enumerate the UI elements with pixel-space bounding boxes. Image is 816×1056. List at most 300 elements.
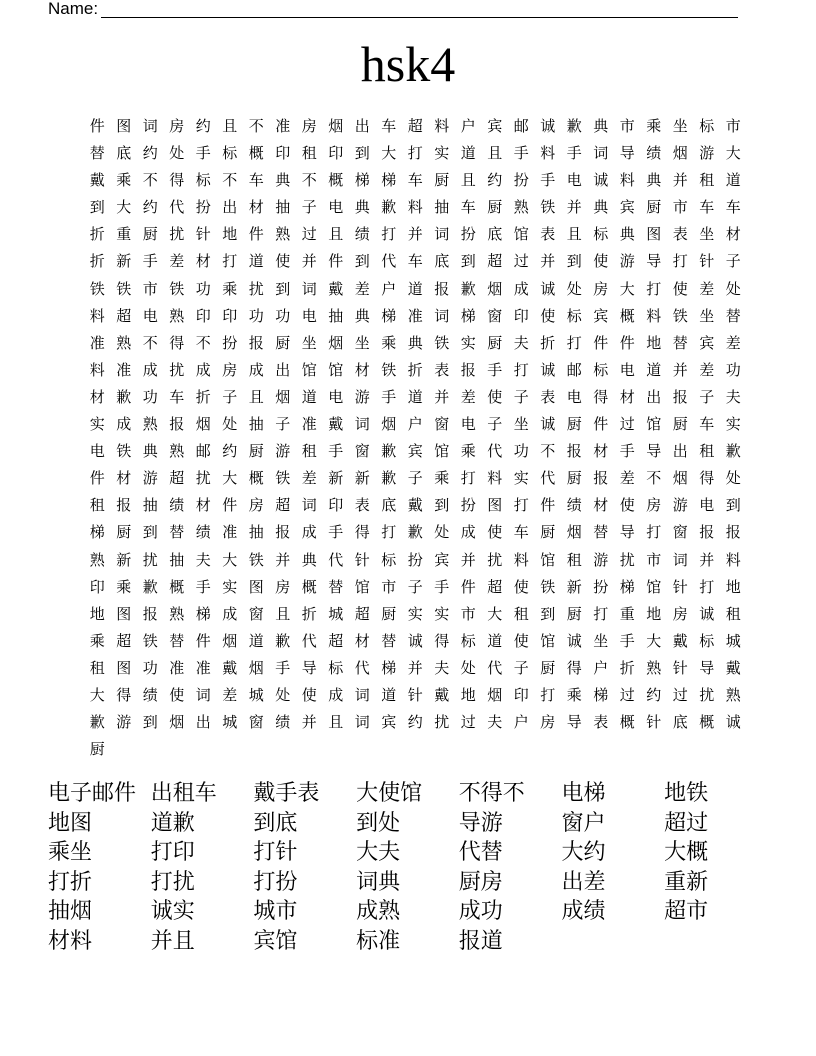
grid-cell[interactable]: 地 bbox=[89, 604, 105, 623]
grid-cell[interactable]: 件 bbox=[89, 469, 105, 488]
grid-cell[interactable]: 件 bbox=[89, 117, 105, 135]
grid-cell[interactable]: 扰 bbox=[169, 225, 185, 244]
grid-cell[interactable]: 打 bbox=[407, 144, 423, 163]
grid-cell[interactable]: 歉 bbox=[460, 279, 476, 298]
grid-cell[interactable]: 市 bbox=[672, 198, 688, 217]
grid-cell[interactable]: 厨 bbox=[566, 469, 582, 488]
grid-cell[interactable]: 扮 bbox=[195, 198, 211, 217]
grid-cell[interactable]: 梯 bbox=[354, 171, 370, 190]
grid-cell[interactable]: 窗 bbox=[248, 713, 264, 732]
grid-cell[interactable]: 窗 bbox=[248, 604, 264, 623]
grid-cell[interactable]: 底 bbox=[672, 713, 688, 732]
grid-cell[interactable]: 新 bbox=[566, 577, 582, 596]
grid-cell[interactable]: 不 bbox=[248, 117, 264, 135]
grid-cell[interactable]: 导 bbox=[646, 252, 662, 271]
grid-cell[interactable]: 绩 bbox=[566, 496, 582, 515]
grid-cell[interactable]: 约 bbox=[195, 117, 211, 135]
grid-cell[interactable]: 超 bbox=[407, 117, 423, 135]
grid-cell[interactable]: 出 bbox=[195, 713, 211, 732]
grid-cell[interactable]: 宾 bbox=[487, 117, 503, 135]
grid-cell[interactable]: 烟 bbox=[275, 387, 291, 406]
grid-cell[interactable]: 诚 bbox=[699, 604, 715, 623]
grid-cell[interactable]: 成 bbox=[195, 360, 211, 379]
grid-cell[interactable]: 报 bbox=[593, 469, 609, 488]
grid-cell[interactable]: 导 bbox=[699, 658, 715, 677]
grid-cell[interactable]: 得 bbox=[169, 333, 185, 352]
grid-cell[interactable]: 铁 bbox=[142, 631, 158, 650]
grid-cell[interactable]: 打 bbox=[381, 523, 397, 542]
grid-cell[interactable]: 成 bbox=[301, 523, 317, 542]
grid-cell[interactable]: 打 bbox=[646, 279, 662, 298]
grid-cell[interactable]: 大 bbox=[725, 144, 741, 163]
grid-cell[interactable]: 乘 bbox=[460, 442, 476, 461]
grid-cell[interactable]: 绩 bbox=[169, 496, 185, 515]
grid-cell[interactable]: 打 bbox=[513, 360, 529, 379]
grid-cell[interactable]: 歉 bbox=[381, 198, 397, 217]
grid-cell[interactable]: 过 bbox=[672, 685, 688, 704]
grid-cell[interactable]: 超 bbox=[487, 577, 503, 596]
grid-cell[interactable]: 游 bbox=[699, 144, 715, 163]
grid-cell[interactable]: 歉 bbox=[566, 117, 582, 135]
grid-cell[interactable]: 坐 bbox=[699, 306, 715, 325]
grid-cell[interactable]: 梯 bbox=[381, 171, 397, 190]
grid-cell[interactable]: 使 bbox=[593, 252, 609, 271]
grid-cell[interactable]: 成 bbox=[513, 279, 529, 298]
grid-cell[interactable]: 烟 bbox=[195, 415, 211, 434]
grid-cell[interactable]: 梯 bbox=[381, 658, 397, 677]
grid-cell[interactable]: 厨 bbox=[275, 333, 291, 352]
grid-cell[interactable]: 扮 bbox=[460, 225, 476, 244]
grid-cell[interactable]: 到 bbox=[434, 496, 450, 515]
grid-cell[interactable]: 熟 bbox=[142, 415, 158, 434]
grid-cell[interactable]: 不 bbox=[142, 171, 158, 190]
grid-cell[interactable]: 实 bbox=[222, 577, 238, 596]
grid-cell[interactable]: 熟 bbox=[169, 442, 185, 461]
grid-cell[interactable]: 报 bbox=[142, 604, 158, 623]
grid-cell[interactable]: 材 bbox=[619, 387, 635, 406]
grid-cell[interactable]: 铁 bbox=[540, 577, 556, 596]
grid-cell[interactable]: 打 bbox=[513, 496, 529, 515]
grid-cell[interactable]: 坐 bbox=[354, 333, 370, 352]
grid-cell[interactable]: 手 bbox=[619, 442, 635, 461]
name-field[interactable] bbox=[48, 0, 738, 18]
grid-cell[interactable]: 超 bbox=[328, 631, 344, 650]
grid-cell[interactable]: 成 bbox=[248, 360, 264, 379]
grid-cell[interactable]: 车 bbox=[407, 171, 423, 190]
grid-cell[interactable]: 并 bbox=[301, 713, 317, 732]
grid-cell[interactable]: 烟 bbox=[248, 658, 264, 677]
grid-cell[interactable]: 图 bbox=[248, 577, 264, 596]
grid-cell[interactable]: 过 bbox=[513, 252, 529, 271]
grid-cell[interactable]: 超 bbox=[275, 496, 291, 515]
grid-cell[interactable]: 表 bbox=[593, 713, 609, 732]
grid-cell[interactable]: 件 bbox=[195, 631, 211, 650]
grid-cell[interactable]: 针 bbox=[672, 658, 688, 677]
grid-cell[interactable]: 差 bbox=[222, 685, 238, 704]
grid-cell[interactable]: 宾 bbox=[381, 713, 397, 732]
grid-cell[interactable]: 手 bbox=[381, 387, 397, 406]
grid-cell[interactable]: 折 bbox=[619, 658, 635, 677]
grid-cell[interactable]: 替 bbox=[169, 523, 185, 542]
grid-cell[interactable]: 夫 bbox=[195, 550, 211, 569]
grid-cell[interactable]: 典 bbox=[407, 333, 423, 352]
grid-cell[interactable]: 打 bbox=[222, 252, 238, 271]
grid-cell[interactable]: 子 bbox=[407, 469, 423, 488]
grid-cell[interactable]: 过 bbox=[619, 415, 635, 434]
grid-cell[interactable]: 词 bbox=[142, 117, 158, 135]
grid-cell[interactable]: 概 bbox=[301, 577, 317, 596]
grid-cell[interactable]: 房 bbox=[540, 713, 556, 732]
grid-cell[interactable]: 熟 bbox=[646, 658, 662, 677]
grid-cell[interactable]: 车 bbox=[460, 198, 476, 217]
grid-cell[interactable]: 铁 bbox=[169, 279, 185, 298]
grid-cell[interactable]: 使 bbox=[513, 577, 529, 596]
grid-cell[interactable]: 典 bbox=[646, 171, 662, 190]
grid-cell[interactable]: 并 bbox=[407, 658, 423, 677]
grid-cell[interactable]: 烟 bbox=[169, 713, 185, 732]
grid-cell[interactable]: 宾 bbox=[434, 550, 450, 569]
grid-cell[interactable]: 件 bbox=[222, 496, 238, 515]
grid-cell[interactable]: 梯 bbox=[381, 306, 397, 325]
grid-cell[interactable]: 图 bbox=[116, 117, 132, 135]
grid-cell[interactable]: 印 bbox=[195, 306, 211, 325]
grid-cell[interactable]: 道 bbox=[301, 387, 317, 406]
grid-cell[interactable]: 抽 bbox=[169, 550, 185, 569]
grid-cell[interactable]: 材 bbox=[354, 360, 370, 379]
grid-cell[interactable]: 扰 bbox=[169, 360, 185, 379]
grid-cell[interactable]: 戴 bbox=[222, 658, 238, 677]
grid-cell[interactable]: 诚 bbox=[725, 713, 741, 732]
grid-cell[interactable]: 租 bbox=[301, 442, 317, 461]
grid-cell[interactable]: 厨 bbox=[248, 442, 264, 461]
grid-cell[interactable]: 表 bbox=[672, 225, 688, 244]
grid-cell[interactable]: 大 bbox=[89, 685, 105, 704]
grid-cell[interactable]: 差 bbox=[619, 469, 635, 488]
grid-cell[interactable]: 游 bbox=[142, 469, 158, 488]
grid-cell[interactable]: 底 bbox=[116, 144, 132, 163]
grid-cell[interactable]: 户 bbox=[460, 117, 476, 135]
grid-cell[interactable]: 成 bbox=[116, 415, 132, 434]
grid-cell[interactable]: 馆 bbox=[434, 442, 450, 461]
grid-cell[interactable]: 过 bbox=[301, 225, 317, 244]
grid-cell[interactable]: 地 bbox=[646, 604, 662, 623]
grid-cell[interactable]: 代 bbox=[169, 198, 185, 217]
grid-cell[interactable]: 歉 bbox=[407, 523, 423, 542]
grid-cell[interactable]: 戴 bbox=[328, 415, 344, 434]
grid-cell[interactable]: 图 bbox=[116, 604, 132, 623]
grid-cell[interactable]: 出 bbox=[646, 387, 662, 406]
grid-cell[interactable]: 处 bbox=[725, 279, 741, 298]
grid-cell[interactable]: 窗 bbox=[434, 415, 450, 434]
grid-cell[interactable]: 准 bbox=[407, 306, 423, 325]
grid-cell[interactable]: 针 bbox=[407, 685, 423, 704]
grid-cell[interactable]: 表 bbox=[434, 360, 450, 379]
grid-cell[interactable]: 歉 bbox=[116, 387, 132, 406]
grid-cell[interactable]: 底 bbox=[381, 496, 397, 515]
grid-cell[interactable]: 馆 bbox=[646, 577, 662, 596]
grid-cell[interactable]: 约 bbox=[407, 713, 423, 732]
grid-cell[interactable]: 使 bbox=[487, 523, 503, 542]
grid-cell[interactable]: 租 bbox=[89, 658, 105, 677]
grid-cell[interactable]: 戴 bbox=[434, 685, 450, 704]
grid-cell[interactable]: 车 bbox=[248, 171, 264, 190]
grid-cell[interactable]: 坐 bbox=[513, 415, 529, 434]
grid-cell[interactable]: 超 bbox=[354, 604, 370, 623]
grid-cell[interactable]: 并 bbox=[672, 171, 688, 190]
grid-cell[interactable]: 梯 bbox=[619, 577, 635, 596]
grid-cell[interactable]: 熟 bbox=[169, 306, 185, 325]
grid-cell[interactable]: 且 bbox=[328, 713, 344, 732]
grid-cell[interactable]: 处 bbox=[434, 523, 450, 542]
grid-cell[interactable]: 扰 bbox=[619, 550, 635, 569]
grid-cell[interactable]: 车 bbox=[513, 523, 529, 542]
grid-cell[interactable]: 绩 bbox=[646, 144, 662, 163]
grid-cell[interactable]: 超 bbox=[116, 631, 132, 650]
grid-cell[interactable]: 梯 bbox=[460, 306, 476, 325]
grid-cell[interactable]: 戴 bbox=[725, 658, 741, 677]
grid-cell[interactable]: 电 bbox=[460, 415, 476, 434]
grid-cell[interactable]: 差 bbox=[301, 469, 317, 488]
grid-cell[interactable]: 成 bbox=[142, 360, 158, 379]
grid-cell[interactable]: 底 bbox=[487, 225, 503, 244]
grid-cell[interactable]: 车 bbox=[407, 252, 423, 271]
grid-cell[interactable]: 印 bbox=[275, 144, 291, 163]
grid-cell[interactable]: 坐 bbox=[672, 117, 688, 135]
grid-cell[interactable]: 料 bbox=[434, 117, 450, 135]
grid-cell[interactable]: 宾 bbox=[407, 442, 423, 461]
grid-cell[interactable]: 差 bbox=[699, 279, 715, 298]
grid-cell[interactable]: 约 bbox=[142, 198, 158, 217]
grid-cell[interactable]: 并 bbox=[672, 360, 688, 379]
grid-cell[interactable]: 熟 bbox=[725, 685, 741, 704]
grid-cell[interactable]: 道 bbox=[407, 387, 423, 406]
grid-cell[interactable]: 乘 bbox=[646, 117, 662, 135]
grid-cell[interactable]: 导 bbox=[301, 658, 317, 677]
grid-cell[interactable]: 得 bbox=[593, 387, 609, 406]
grid-cell[interactable]: 到 bbox=[460, 252, 476, 271]
grid-cell[interactable]: 料 bbox=[513, 550, 529, 569]
grid-cell[interactable]: 子 bbox=[407, 577, 423, 596]
grid-cell[interactable]: 铁 bbox=[381, 360, 397, 379]
grid-cell[interactable]: 手 bbox=[195, 577, 211, 596]
grid-cell[interactable]: 且 bbox=[222, 117, 238, 135]
grid-cell[interactable]: 手 bbox=[328, 442, 344, 461]
grid-cell[interactable]: 游 bbox=[672, 496, 688, 515]
grid-cell[interactable]: 词 bbox=[354, 713, 370, 732]
grid-cell[interactable]: 铁 bbox=[434, 333, 450, 352]
grid-cell[interactable]: 重 bbox=[116, 225, 132, 244]
grid-cell[interactable]: 馆 bbox=[328, 360, 344, 379]
grid-cell[interactable]: 准 bbox=[169, 658, 185, 677]
grid-cell[interactable]: 出 bbox=[672, 442, 688, 461]
grid-cell[interactable]: 印 bbox=[513, 685, 529, 704]
grid-cell[interactable]: 标 bbox=[328, 658, 344, 677]
grid-cell[interactable]: 报 bbox=[566, 442, 582, 461]
grid-cell[interactable]: 城 bbox=[328, 604, 344, 623]
grid-cell[interactable]: 租 bbox=[725, 604, 741, 623]
grid-cell[interactable]: 手 bbox=[275, 658, 291, 677]
grid-cell[interactable]: 过 bbox=[619, 685, 635, 704]
grid-cell[interactable]: 折 bbox=[195, 387, 211, 406]
grid-cell[interactable]: 市 bbox=[646, 550, 662, 569]
grid-cell[interactable]: 铁 bbox=[672, 306, 688, 325]
grid-cell[interactable]: 材 bbox=[248, 198, 264, 217]
grid-cell[interactable]: 烟 bbox=[328, 117, 344, 135]
grid-cell[interactable]: 绩 bbox=[354, 225, 370, 244]
grid-cell[interactable]: 折 bbox=[540, 333, 556, 352]
grid-cell[interactable]: 替 bbox=[593, 523, 609, 542]
grid-cell[interactable]: 典 bbox=[354, 198, 370, 217]
grid-cell[interactable]: 抽 bbox=[142, 496, 158, 515]
grid-cell[interactable]: 并 bbox=[699, 550, 715, 569]
grid-cell[interactable]: 词 bbox=[672, 550, 688, 569]
grid-cell[interactable]: 材 bbox=[354, 631, 370, 650]
grid-cell[interactable]: 邮 bbox=[195, 442, 211, 461]
grid-cell[interactable]: 到 bbox=[540, 604, 556, 623]
grid-cell[interactable]: 导 bbox=[566, 713, 582, 732]
grid-cell[interactable]: 标 bbox=[222, 144, 238, 163]
grid-cell[interactable]: 报 bbox=[275, 523, 291, 542]
grid-cell[interactable]: 梯 bbox=[593, 685, 609, 704]
grid-cell[interactable]: 厨 bbox=[566, 415, 582, 434]
grid-cell[interactable]: 词 bbox=[301, 496, 317, 515]
grid-cell[interactable]: 歉 bbox=[142, 577, 158, 596]
grid-cell[interactable]: 实 bbox=[725, 415, 741, 434]
grid-cell[interactable]: 导 bbox=[646, 442, 662, 461]
grid-cell[interactable]: 且 bbox=[487, 144, 503, 163]
grid-cell[interactable]: 乘 bbox=[566, 685, 582, 704]
grid-cell[interactable]: 电 bbox=[619, 360, 635, 379]
grid-cell[interactable]: 准 bbox=[275, 117, 291, 135]
grid-cell[interactable]: 替 bbox=[672, 333, 688, 352]
grid-cell[interactable]: 新 bbox=[328, 469, 344, 488]
grid-cell[interactable]: 功 bbox=[275, 306, 291, 325]
grid-cell[interactable]: 大 bbox=[646, 631, 662, 650]
grid-cell[interactable]: 铁 bbox=[275, 469, 291, 488]
grid-cell[interactable]: 诚 bbox=[593, 171, 609, 190]
grid-cell[interactable]: 户 bbox=[381, 279, 397, 298]
grid-cell[interactable]: 市 bbox=[460, 604, 476, 623]
grid-cell[interactable]: 房 bbox=[672, 604, 688, 623]
grid-cell[interactable]: 概 bbox=[328, 171, 344, 190]
grid-cell[interactable]: 功 bbox=[725, 360, 741, 379]
grid-cell[interactable]: 铁 bbox=[89, 279, 105, 298]
grid-cell[interactable]: 烟 bbox=[222, 631, 238, 650]
grid-cell[interactable]: 印 bbox=[89, 577, 105, 596]
grid-cell[interactable]: 扰 bbox=[434, 713, 450, 732]
grid-cell[interactable]: 功 bbox=[248, 306, 264, 325]
grid-cell[interactable]: 车 bbox=[725, 198, 741, 217]
grid-cell[interactable]: 超 bbox=[487, 252, 503, 271]
grid-cell[interactable]: 窗 bbox=[354, 442, 370, 461]
grid-cell[interactable]: 实 bbox=[434, 144, 450, 163]
grid-cell[interactable]: 件 bbox=[619, 333, 635, 352]
grid-cell[interactable]: 烟 bbox=[487, 685, 503, 704]
grid-cell[interactable]: 戴 bbox=[672, 631, 688, 650]
grid-cell[interactable]: 实 bbox=[89, 415, 105, 434]
grid-cell[interactable]: 乘 bbox=[116, 171, 132, 190]
grid-cell[interactable]: 词 bbox=[354, 685, 370, 704]
grid-cell[interactable]: 实 bbox=[513, 469, 529, 488]
grid-cell[interactable]: 图 bbox=[646, 225, 662, 244]
grid-cell[interactable]: 游 bbox=[593, 550, 609, 569]
grid-cell[interactable]: 到 bbox=[725, 496, 741, 515]
grid-cell[interactable]: 子 bbox=[513, 387, 529, 406]
grid-cell[interactable]: 图 bbox=[487, 496, 503, 515]
grid-cell[interactable]: 件 bbox=[593, 333, 609, 352]
grid-cell[interactable]: 图 bbox=[116, 658, 132, 677]
grid-cell[interactable]: 子 bbox=[301, 198, 317, 217]
grid-cell[interactable]: 房 bbox=[169, 117, 185, 135]
grid-cell[interactable]: 使 bbox=[672, 279, 688, 298]
grid-cell[interactable]: 游 bbox=[619, 252, 635, 271]
grid-cell[interactable]: 并 bbox=[540, 252, 556, 271]
grid-cell[interactable]: 功 bbox=[195, 279, 211, 298]
grid-cell[interactable]: 且 bbox=[566, 225, 582, 244]
grid-cell[interactable]: 手 bbox=[434, 577, 450, 596]
grid-cell[interactable]: 歉 bbox=[381, 469, 397, 488]
grid-cell[interactable]: 到 bbox=[142, 713, 158, 732]
grid-cell[interactable]: 代 bbox=[381, 252, 397, 271]
grid-cell[interactable]: 处 bbox=[566, 279, 582, 298]
grid-cell[interactable]: 绩 bbox=[275, 713, 291, 732]
grid-cell[interactable]: 表 bbox=[540, 225, 556, 244]
grid-cell[interactable]: 宾 bbox=[619, 198, 635, 217]
grid-cell[interactable]: 子 bbox=[222, 387, 238, 406]
grid-cell[interactable]: 乘 bbox=[116, 577, 132, 596]
grid-cell[interactable]: 报 bbox=[169, 415, 185, 434]
grid-cell[interactable]: 料 bbox=[619, 171, 635, 190]
grid-cell[interactable]: 扰 bbox=[699, 685, 715, 704]
grid-cell[interactable]: 不 bbox=[195, 333, 211, 352]
grid-cell[interactable]: 料 bbox=[540, 144, 556, 163]
grid-cell[interactable]: 概 bbox=[169, 577, 185, 596]
grid-cell[interactable]: 折 bbox=[301, 604, 317, 623]
grid-cell[interactable]: 材 bbox=[195, 496, 211, 515]
grid-cell[interactable]: 坐 bbox=[301, 333, 317, 352]
grid-cell[interactable]: 并 bbox=[566, 198, 582, 217]
grid-cell[interactable]: 代 bbox=[354, 658, 370, 677]
grid-cell[interactable]: 得 bbox=[699, 469, 715, 488]
grid-cell[interactable]: 电 bbox=[566, 387, 582, 406]
grid-cell[interactable]: 标 bbox=[699, 631, 715, 650]
grid-cell[interactable]: 印 bbox=[513, 306, 529, 325]
grid-cell[interactable]: 表 bbox=[354, 496, 370, 515]
grid-cell[interactable]: 扮 bbox=[222, 333, 238, 352]
grid-cell[interactable]: 处 bbox=[275, 685, 291, 704]
grid-cell[interactable]: 烟 bbox=[381, 415, 397, 434]
grid-cell[interactable]: 诚 bbox=[407, 631, 423, 650]
grid-cell[interactable]: 馆 bbox=[354, 577, 370, 596]
grid-cell[interactable]: 报 bbox=[116, 496, 132, 515]
grid-cell[interactable]: 歉 bbox=[89, 713, 105, 732]
grid-cell[interactable]: 租 bbox=[699, 171, 715, 190]
grid-cell[interactable]: 乘 bbox=[222, 279, 238, 298]
grid-cell[interactable]: 租 bbox=[301, 144, 317, 163]
grid-cell[interactable]: 烟 bbox=[487, 279, 503, 298]
grid-cell[interactable]: 抽 bbox=[248, 415, 264, 434]
grid-cell[interactable]: 诚 bbox=[566, 631, 582, 650]
grid-cell[interactable]: 差 bbox=[460, 387, 476, 406]
grid-cell[interactable]: 烟 bbox=[328, 333, 344, 352]
grid-cell[interactable]: 铁 bbox=[116, 442, 132, 461]
grid-cell[interactable]: 梯 bbox=[195, 604, 211, 623]
grid-cell[interactable]: 材 bbox=[725, 225, 741, 244]
grid-cell[interactable]: 替 bbox=[169, 631, 185, 650]
grid-cell[interactable]: 出 bbox=[354, 117, 370, 135]
grid-cell[interactable]: 熟 bbox=[513, 198, 529, 217]
grid-cell[interactable]: 诚 bbox=[540, 415, 556, 434]
